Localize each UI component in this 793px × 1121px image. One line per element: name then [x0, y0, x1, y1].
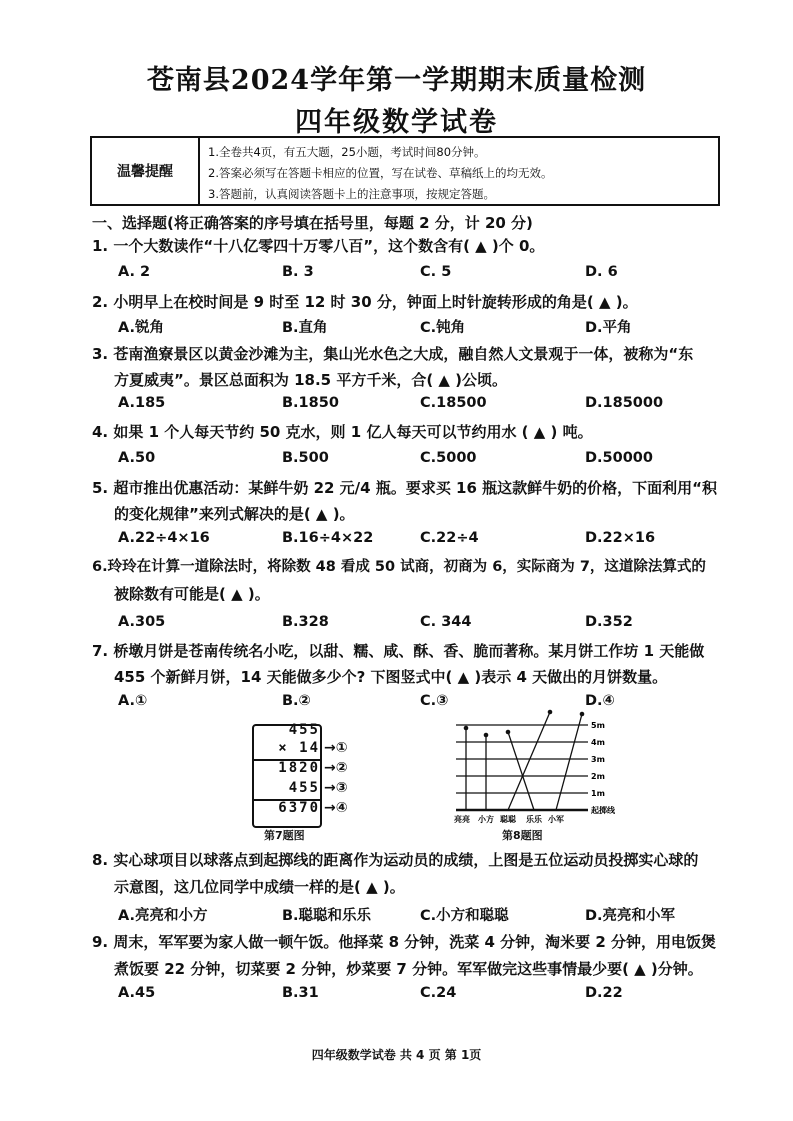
marker-2: →② [324, 760, 348, 776]
notice-body [200, 138, 718, 204]
notice-line: 2.答案必须写在答题卡相应的位置，写在试卷、草稿纸上的均无效。 [208, 166, 553, 180]
question-8: 8. 实心球项目以球落点到起掷线的距离作为运动员的成绩，上图是五位运动员投掷实心球的 [92, 851, 699, 869]
athlete-name: 聪聪 [500, 815, 516, 824]
question-5-cont: 的变化规律”来列式解决的是( ▲ )。 [114, 505, 355, 523]
question-1: 1. 一个大数读作“十八亿零四十万零八百”，这个数含有( ▲ )个 0。 [92, 237, 545, 255]
landing-point-xiaojun [580, 712, 585, 717]
notice-line: 1.全卷共4页，有五大题，25小题，考试时间80分钟。 [208, 145, 486, 159]
athlete-name: 小军 [548, 815, 564, 824]
question-7-cont: 455 个新鲜月饼，14 天能做多少个? 下图竖式中( ▲ )表示 4 天做出的月饼数量。 [114, 668, 668, 686]
y-label: 4m [591, 738, 605, 747]
landing-point-lele [506, 730, 511, 735]
section-title: 一、选择题(将正确答案的序号填在括号里，每题 2 分，计 20 分) [92, 214, 533, 232]
question-9: 9. 周末，军军要为家人做一顿午饭。他择菜 8 分钟，洗菜 4 分钟，淘米要 2 分钟，用电饭煲 [92, 933, 717, 951]
option-d: D.22×16 [585, 530, 656, 546]
athlete-name: 乐乐 [526, 815, 542, 824]
option-b: B.聪聪和乐乐 [282, 908, 372, 924]
notice-box [90, 136, 720, 206]
option-d: D.平角 [585, 320, 632, 336]
throw-path-lele [508, 732, 534, 810]
option-a: A.锐角 [118, 320, 164, 336]
option-a: A.185 [118, 395, 166, 411]
option-a: A.亮亮和小方 [118, 908, 208, 924]
option-a: A. 2 [118, 264, 151, 280]
option-d: D.22 [585, 985, 623, 1001]
option-d: D.50000 [585, 450, 653, 466]
question-6: 6.玲玲在计算一道除法时，将除数 48 看成 50 试商，初商为 6，实际商为 7，这道除法算式的 [92, 559, 706, 575]
landing-point-xiaofang [484, 733, 489, 738]
vertical-row: 1820 [278, 760, 320, 776]
option-b: B.② [282, 693, 311, 709]
exam-title: 苍南县2024学年第一学期期末质量检测 [146, 65, 647, 96]
option-c: C.5000 [420, 450, 477, 466]
option-b: B.328 [282, 614, 329, 630]
question-3-cont: 方夏威夷”。景区总面积为 18.5 平方千米，合( ▲ )公顷。 [114, 371, 508, 389]
landing-point-congcong [548, 710, 553, 715]
option-b: B.1850 [282, 395, 339, 411]
y-label: 2m [591, 772, 605, 781]
option-a: A.22÷4×16 [118, 530, 210, 546]
question-2: 2. 小明早上在校时间是 9 时至 12 时 30 分，钟面上时针旋转形成的角是( ▲ )。 [92, 293, 638, 311]
question-5: 5. 超市推出优惠活动：某鲜牛奶 22 元/4 瓶。要求买 16 瓶这款鲜牛奶的价格，下面利用“积 [92, 479, 717, 497]
marker-1: →① [324, 740, 348, 756]
marker-4: →④ [324, 800, 348, 816]
option-c: C.24 [420, 985, 457, 1001]
vertical-row: 455 [288, 780, 320, 796]
notice-label: 温馨提醒 [92, 138, 200, 204]
option-d: D.④ [585, 693, 615, 709]
option-c: C.小方和聪聪 [420, 908, 509, 924]
option-c: C.22÷4 [420, 530, 479, 546]
option-b: B. 3 [282, 264, 314, 280]
athlete-name: 亮亮 [454, 815, 470, 824]
vertical-row: 6370 [278, 800, 320, 816]
athlete-name: 小方 [478, 815, 494, 824]
vertical-row: 455 [288, 722, 320, 738]
figure-7-vertical-multiplication [240, 718, 370, 828]
figure-8-caption: 第8题图 [502, 829, 543, 842]
question-8-cont: 示意图，这几位同学中成绩一样的是( ▲ )。 [114, 878, 405, 896]
notice-line: 3.答题前，认真阅读答题卡上的注意事项，按规定答题。 [208, 187, 495, 201]
option-a: A.50 [118, 450, 156, 466]
question-9-cont: 煮饭要 22 分钟，切菜要 2 分钟，炒菜要 7 分钟。军军做完这些事情最少要( ▲ )分钟。 [114, 960, 703, 978]
question-6-cont: 被除数有可能是( ▲ )。 [114, 585, 270, 603]
option-c: C.钝角 [420, 320, 466, 336]
option-c: C.③ [420, 693, 449, 709]
option-d: D. 6 [585, 264, 618, 280]
figure-8-throw-diagram [448, 708, 630, 826]
option-b: B.500 [282, 450, 329, 466]
option-c: C. 5 [420, 264, 452, 280]
question-3: 3. 苍南渔寮景区以黄金沙滩为主，集山光水色之大成，融自然人文景观于一体，被称为“东 [92, 345, 694, 363]
landing-point-liangliang [464, 726, 469, 731]
option-b: B.31 [282, 985, 319, 1001]
option-a: A.305 [118, 614, 166, 630]
option-d: D.352 [585, 614, 633, 630]
figure-7-caption: 第7题图 [264, 829, 305, 842]
y-label: 起掷线 [591, 806, 615, 815]
option-c: C. 344 [420, 614, 472, 630]
y-label: 1m [591, 789, 605, 798]
marker-3: →③ [324, 780, 348, 796]
vertical-row: × 14 [278, 740, 320, 756]
option-b: B.直角 [282, 320, 328, 336]
option-a: A.① [118, 693, 148, 709]
y-label: 3m [591, 755, 605, 764]
throw-path-xiaojun [556, 714, 582, 810]
option-d: D.亮亮和小军 [585, 908, 676, 924]
option-c: C.18500 [420, 395, 487, 411]
exam-subtitle: 四年级数学试卷 [295, 107, 498, 138]
question-7: 7. 桥墩月饼是苍南传统名小吃，以甜、糯、咸、酥、香、脆而著称。某月饼工作坊 1 天能做 [92, 642, 705, 660]
y-label: 5m [591, 721, 605, 730]
question-4: 4. 如果 1 个人每天节约 50 克水，则 1 亿人每天可以节约用水 ( ▲ ) 吨。 [92, 423, 593, 441]
option-d: D.185000 [585, 395, 664, 411]
page-footer: 四年级数学试卷 共 4 页 第 1页 [311, 1048, 482, 1062]
option-b: B.16÷4×22 [282, 530, 374, 546]
option-a: A.45 [118, 985, 156, 1001]
